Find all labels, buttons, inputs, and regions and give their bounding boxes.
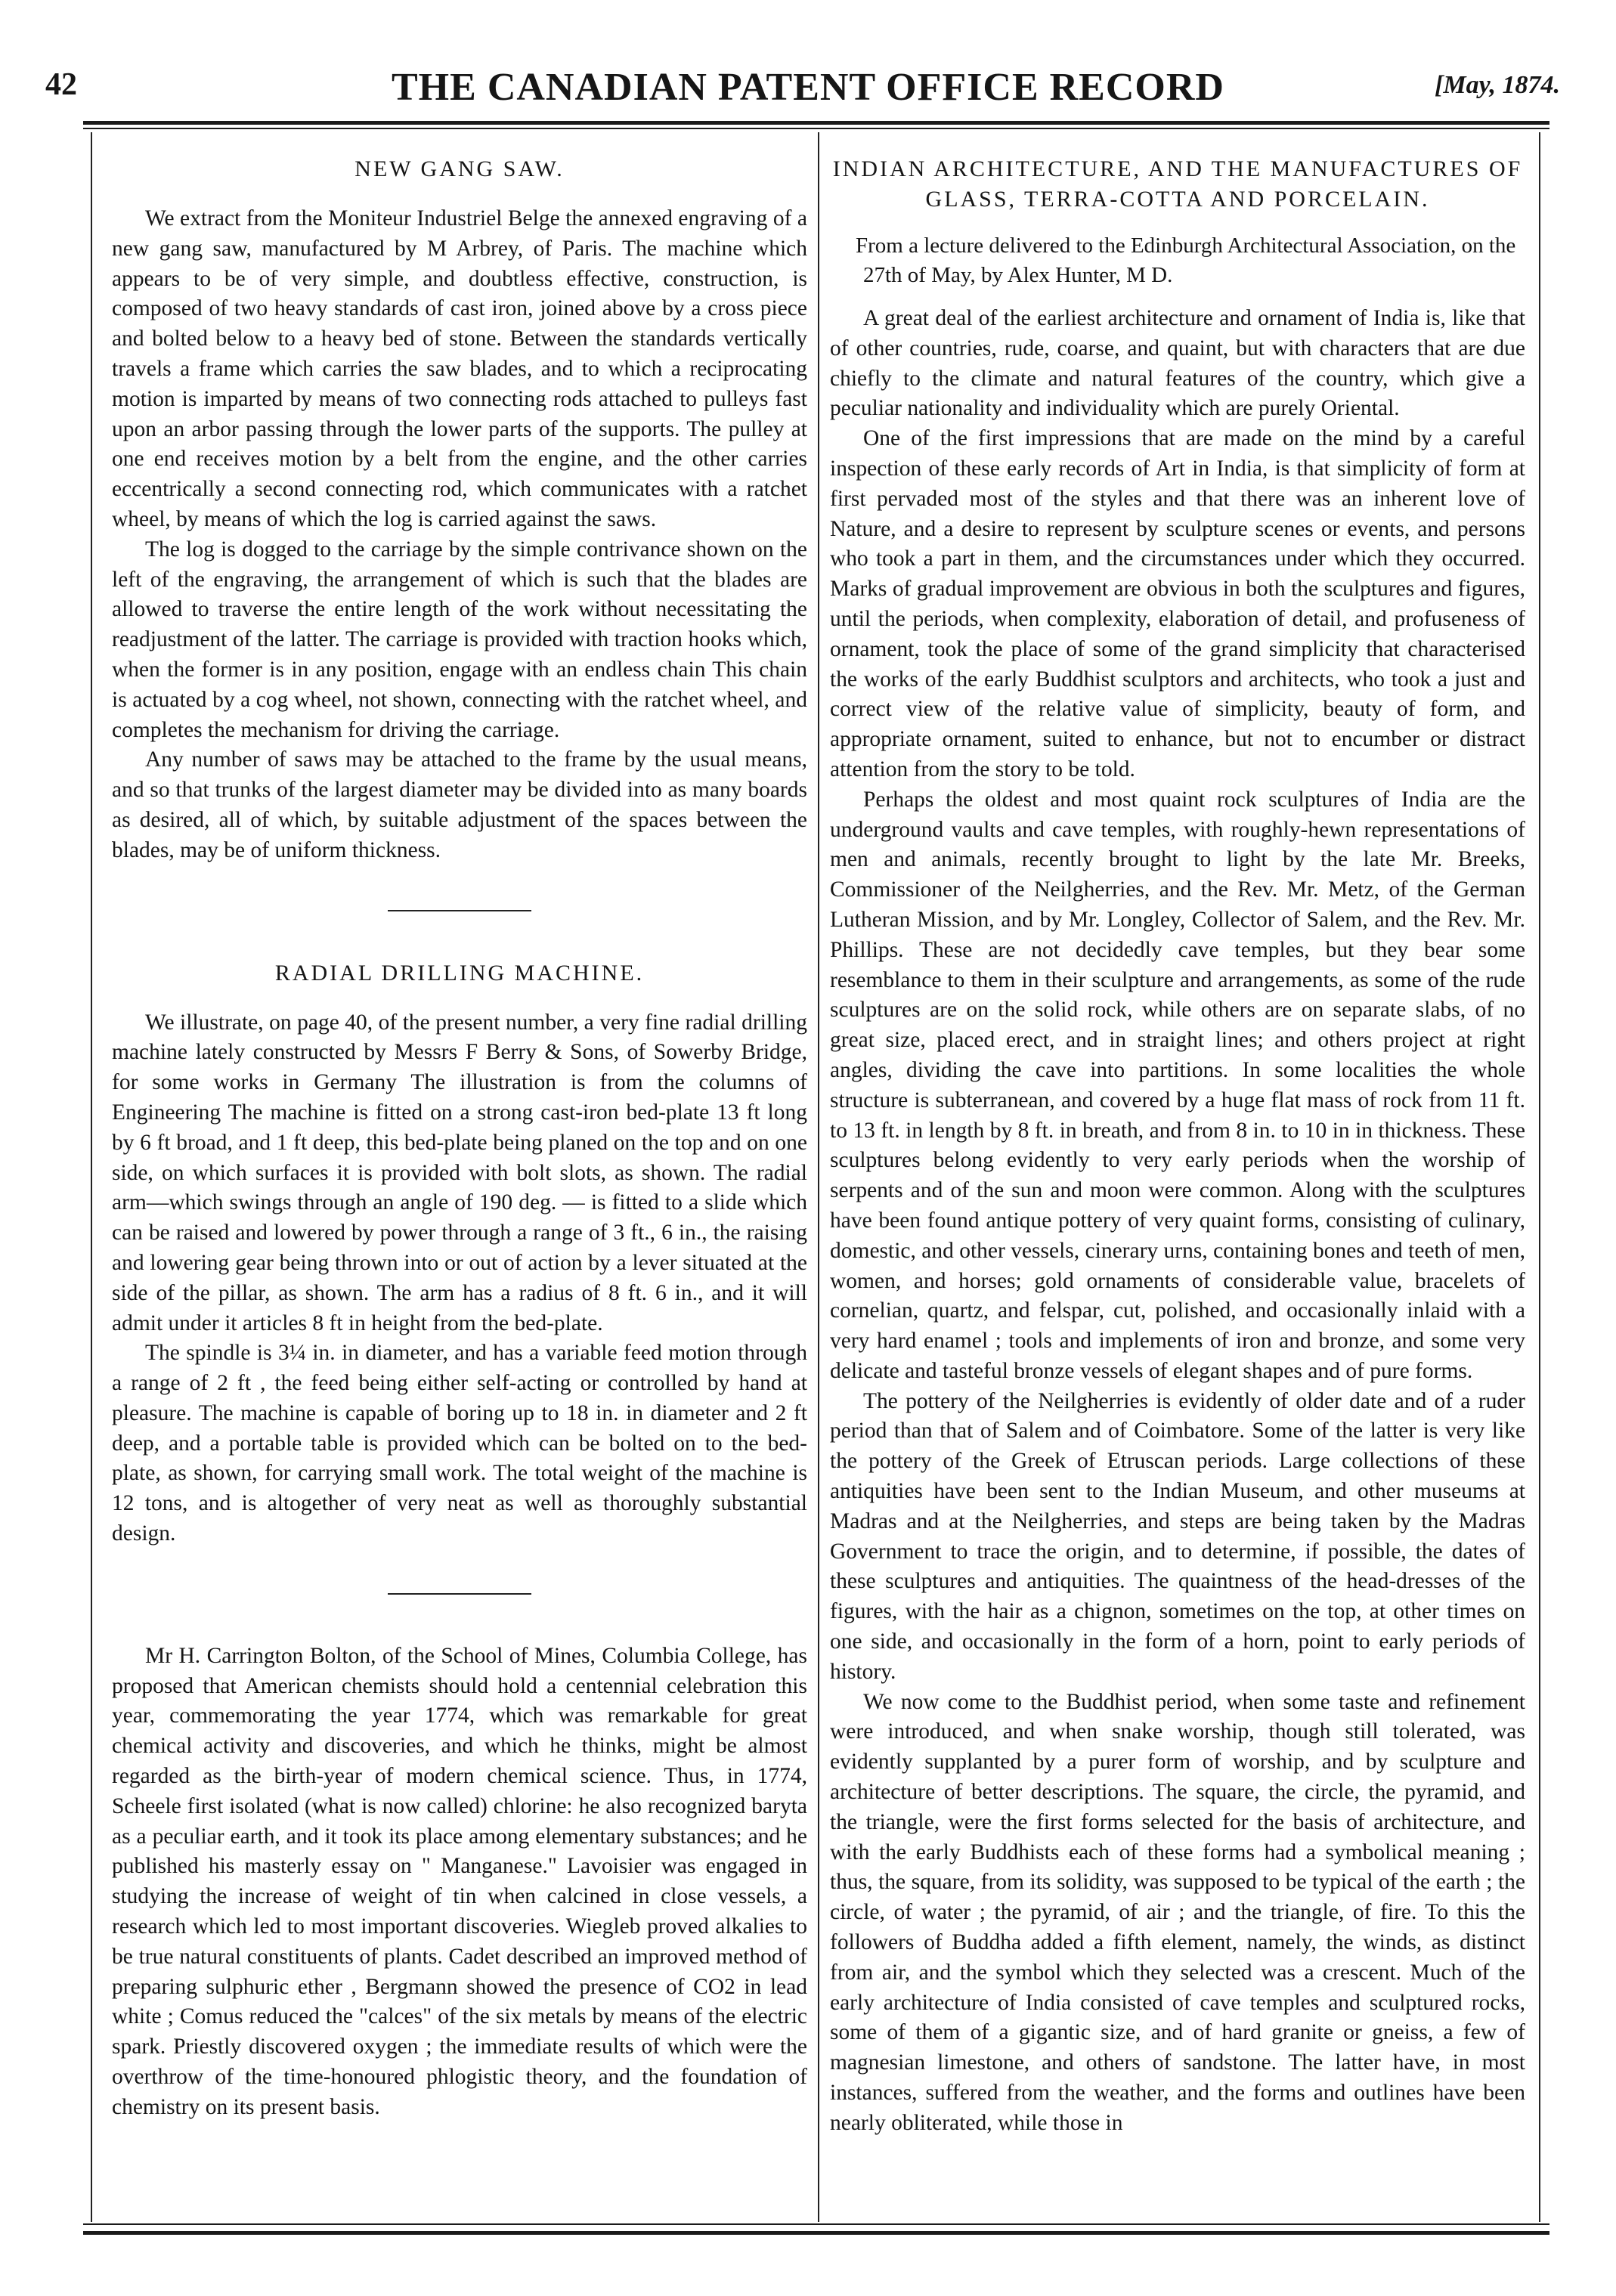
right-column (830, 144, 1525, 2214)
article-chlorine-centennial (112, 1642, 807, 2123)
article-paragraph: A great deal of the earliest architecture and ornament of India is, like that of other countries, rude, coarse, and quaint, but with characters that are due chiefly to the climate and natural features of the country, which give a peculiar nationality and individuality which are purely Oriental. (830, 306, 1525, 421)
right-border-rule (1539, 132, 1540, 2222)
article-heading: NEW GANG SAW. (354, 156, 565, 181)
article-paragraph: Mr H. Carrington Bolton, of the School of Mines, Columbia College, has proposed that American chemists should hold a centennial celebration this year, commemorating the year 1774, which was remarkable for great chemical activity and discoveries, and which he thinks, might be almost regarded as the birth-year of modern chemical science. Thus, in 1774, Scheele first isolated (what is now called) chlorine: he also recognized baryta as a peculiar earth, and it took its place among elementary substances; and he published his masterly essay on " Manganese." Lavoisier was engaged in studying the increase of weight of tin when calcined in close vessels, a research which led to most important discoveries. Wiegleb proved alkalies to be true natural constituents of plants. Cadet described an improved method of preparing sulphuric ether , Bergmann showed the presence of CO2 in lead white ; Comus reduced the "calces" of the six metals by means of the electric spark. Priestly discovered oxygen ; the immediate results of which were the overthrow of the time-honoured phlogistic theory, and the foundation of chemistry on its present basis. (112, 1643, 807, 2119)
article-paragraph: The spindle is 3¼ in. in diameter, and has a variable feed motion through a range of 2 ft , the feed being either self-acting or controlled by hand at pleasure. The machine is capable of boring up to 18 in. in diameter and 2 ft deep, and a portable table is provided which can be bolted on to the bed-plate, as shown, for carrying small work. The total weight of the machine is 12 tons, and is altogether of very neat as well as thoroughly substantial design. (112, 1341, 807, 1546)
section-separator (388, 1593, 531, 1595)
header-rule-thin (83, 128, 1549, 129)
column-divider-rule (818, 132, 819, 2222)
left-column (112, 144, 807, 2214)
page-title: THE CANADIAN PATENT OFFICE RECORD (392, 66, 1224, 109)
article-paragraph: We illustrate, on page 40, of the present number, a very fine radial drilling machine lately constructed by Messrs F Berry & Sons, of Sowerby Bridge, for some works in Germany The illustration is from the columns of Engineering The machine is fitted on a strong cast-iron bed-plate 13 ft long by 6 ft broad, and 1 ft deep, this bed-plate being planed on the top and on one side, on which surfaces it is provided with bolt slots, as shown. The radial arm—which swings through an angle of 190 deg. — is fitted to a slide which can be raised and lowered by power through a range of 3 ft., 6 in., the raising and lowering gear being thrown into or out of action by a lever situated at the side of the pillar, as shown. The arm has a radius of 8 ft. 6 in., and it will admit under it articles 8 ft in height from the bed-plate. (112, 1010, 807, 1335)
page-number: 42 (45, 67, 77, 102)
article-paragraph: The log is dogged to the carriage by the simple contrivance shown on the left of the engraving, the arrangement of which is such that the blades are allowed to traverse the entire length of the work without necessitating the readjustment of the latter. The carriage is provided with traction hooks which, when the former is in any position, engage with an endless chain This chain is actuated by a cog wheel, not shown, connecting with the ratchet wheel, and completes the mechanism for driving the carriage. (112, 537, 807, 742)
article-paragraph: We now come to the Buddhist period, when some taste and refinement were introduced, and when snake worship, though still tolerated, was evidently supplanted by a purer form of worship, and by sculpture and architecture of better descriptions. The square, the circle, the pyramid, and the triangle, were the first forms selected for the basis of architecture, and with the early Buddhists each of these forms had a symbolical meaning ; thus, the square, from its solidity, was supposed to be typical of the earth ; the circle, of water ; the pyramid, of air ; and the triangle, of fire. To this the followers of Buddha added a fifth element, namely, the winds, as distinct from air, and the symbol which they selected was a crescent. Much of the early architecture of India consisted of cave temples and sculptured rocks, some of them of a gigantic size, and of hard granite or gneiss, a few of magnesian limestone, and others of sandstone. The latter have, in most instances, suffered from the weather, and the forms and outlines have been nearly obliterated, while those in (830, 1689, 1525, 2135)
article-heading: INDIAN ARCHITECTURE, AND THE MANUFACTURES OF GLASS, TERRA-COTTA AND PORCELAIN. (832, 156, 1523, 212)
footer-rule-thin (83, 2223, 1549, 2225)
footer-rule (83, 2231, 1549, 2235)
header-rule (83, 121, 1549, 125)
article-gang-saw (112, 154, 807, 866)
article-paragraph: Perhaps the oldest and most quaint rock sculptures of India are the underground vaults and cave temples, with roughly-hewn representations of men and animals, recently brought to light by the late Mr. Breeks, Commissioner of the Neilgherries, and the Rev. Mr. Metz, of the German Lutheran Mission, and by Mr. Longley, Collector of Salem, and the Rev. Mr. Phillips. These are not decidedly cave temples, but they bear some resemblance to them in their sculpture and arrangements, as some of the rude sculptures are on the solid rock, while others are on separate slabs, of no great size, placed erect, and in straight lines; and others project at right angles, dividing the cave into partitions. In some localities the whole structure is subterranean, and covered by a huge flat mass of rock from 11 ft. to 13 ft. in length by 8 ft. in breath, and from 8 in. to 10 in in thickness. These sculptures belong evidently to very early periods when the worship of serpents and of the sun and moon were common. Along with the sculptures have been found antique pottery of very quaint forms, consisting of culinary, domestic, and other vessels, cinerary urns, containing bones and teeth of men, women, and horses; gold ornaments of considerable value, bracelets of cornelian, quartz, and felspar, cut, polished, and occasionally inlaid with a very hard enamel ; tools and implements of iron and bronze, and some very delicate and tasteful bronze vessels of elegant shapes and of pure forms. (830, 787, 1525, 1383)
article-paragraph: One of the first impressions that are made on the mind by a careful inspection of these early records of Art in India, is that simplicity of form at first pervaded most of the styles and that there was an inherent love of Nature, and a desire to represent by sculpture scenes or events, and persons who took a part in them, and the circumstances under which they occurred. Marks of gradual improvement are obvious in both the sculptures and figures, until the periods, when complexity, elaboration of detail, and profuseness of ornament, took the place of some of the grand simplicity that characterised the works of the early Buddhist sculptors and architects, who took a just and correct view of the relative value of simplicity, beauty of form, and appropriate ornament, suited to enhance, but not to encumber or distract attention from the story to be told. (830, 426, 1525, 781)
issue-date: [May, 1874. (1435, 71, 1560, 99)
section-separator (388, 910, 531, 911)
article-indian-architecture (830, 154, 1525, 2139)
article-radial-drilling (112, 958, 807, 1549)
left-border-rule (91, 132, 92, 2222)
article-paragraph: We extract from the Moniteur Industriel Belge the annexed engraving of a new gang saw, manufactured by M Arbrey, of Paris. The machine which appears to be of very simple, and doubtless effective, construction, is composed of two heavy standards of cast iron, joined above by a cross piece and bolted below to a heavy bed of stone. Between the standards vertically travels a frame which carries the saw blades, and to which a reciprocating motion is imparted by means of two connecting rods attached to pulleys fast upon an arbor passing through the lower parts of the supports. The pulley at one end receives motion by a belt from the engine, and the other carries eccentrically a second connecting rod, which communicates with a ratchet wheel, by means of which the log is carried against the saws. (112, 206, 807, 531)
article-paragraph: Any number of saws may be attached to the frame by the usual means, and so that trunks of the largest diameter may be divided into as many boards as desired, all of which, by suitable adjustment of the spaces between the blades, may be of uniform thickness. (112, 747, 807, 862)
article-paragraph: The pottery of the Neilgherries is evidently of older date and of a ruder period than that of Salem and of Coimbatore. Some of the latter is very like the pottery of the Greek of Etruscan periods. Large collections of these antiquities have been sent to the Indian Museum, and other museums at Madras and at the Neilgherries, and steps are being taken by the Madras Government to trace the origin, and to determine, if possible, the dates of these sculptures and antiquities. The quaintness of the head-dresses of the figures, with the hair as a chignon, sometimes on the top, at other times on one side, and occasionally in the form of a horn, point to early periods of history. (830, 1388, 1525, 1684)
article-byline: From a lecture delivered to the Edinburgh Architectural Association, on the 27th of May, by Alex Hunter, M D. (856, 234, 1516, 287)
article-heading: RADIAL DRILLING MACHINE. (274, 960, 645, 986)
